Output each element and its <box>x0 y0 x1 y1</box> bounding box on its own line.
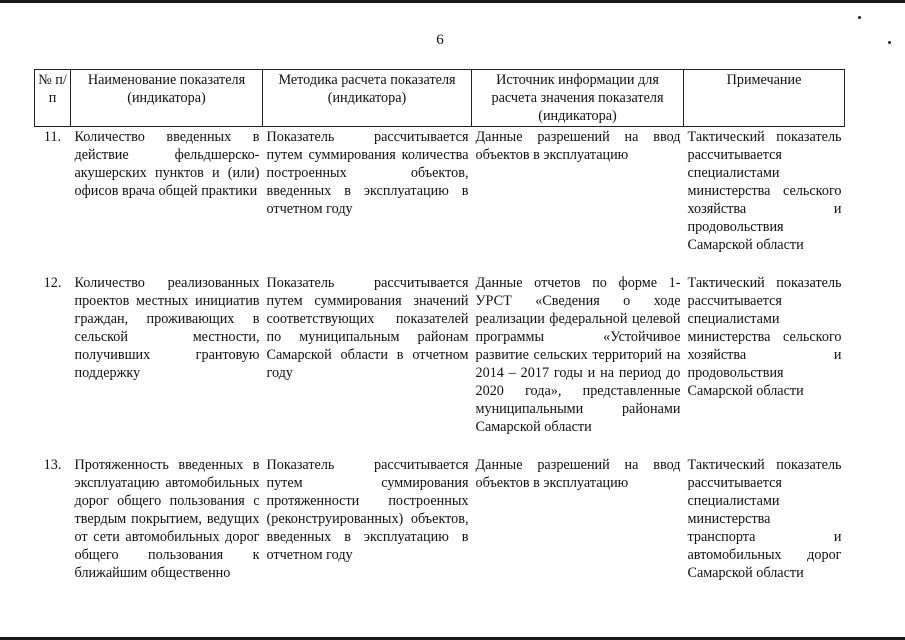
row-number: 11. <box>43 129 62 145</box>
header-note: Примечание <box>684 70 845 127</box>
row-number: 13. <box>43 457 62 473</box>
indicator-name: Количество реализованных проектов местных инициатив граждан, проживающих в сельской местности, получивших грантовую поддержку <box>74 275 260 381</box>
table-row <box>35 456 845 582</box>
note: Тактический показатель рассчитывается специалистами министерства сельского хозяйства и продовольствия Самарской области <box>687 275 842 399</box>
scan-speck <box>888 41 891 44</box>
information-source: Данные разрешений на ввод объектов в эксплуатацию <box>475 129 681 163</box>
calculation-method: Показатель рассчитывается путем суммирования протяженности построенных (реконструированных) объектов, введенных в эксплуатацию в отчетном году <box>266 457 469 563</box>
note: Тактический показатель рассчитывается специалистами министерства сельского хозяйства и продовольствия Самарской области <box>687 129 842 253</box>
calculation-method: Показатель рассчитывается путем суммирования значений соответствующих показателей по муниципальным районам Самарской области в отчетном году <box>266 275 469 381</box>
header-name: Наименование показателя (индикатора) <box>71 70 263 127</box>
page-number: 6 <box>436 32 444 48</box>
indicators-table <box>34 69 845 582</box>
header-method: Методика расчета показателя (индикатора) <box>263 70 472 127</box>
row-number: 12. <box>43 275 62 291</box>
table-header-row <box>35 70 845 127</box>
scan-speck <box>858 16 861 19</box>
header-source: Источник информации для расчета значения показателя (индикатора) <box>472 70 684 127</box>
indicator-name: Количество введенных в действие фельдшерско-акушерских пунктов и (или) офисов врача общей практики <box>74 129 260 199</box>
indicator-name: Протяженность введенных в эксплуатацию автомобильных дорог общего пользования с твердым покрытием, ведущих от сети автомобильных дорог общего пользования к ближайшим общественно <box>74 457 260 581</box>
calculation-method: Показатель рассчитывается путем суммирования количества построенных объектов, введенных в эксплуатацию в отчетном году <box>266 129 469 217</box>
note: Тактический показатель рассчитывается специалистами министерства транспорта и автомобильных дорог Самарской области <box>687 457 842 581</box>
table-row <box>35 127 845 275</box>
table-row <box>35 274 845 456</box>
information-source: Данные отчетов по форме 1-УРСТ «Сведения о ходе реализации федеральной целевой программы «Устойчивое развитие сельских территорий на 2014 – 2017 годы и на период до 2020 года», представленные муниципальными районами Самарской области <box>475 275 681 435</box>
header-num: № п/п <box>35 70 71 127</box>
page-top-border <box>0 0 905 3</box>
information-source: Данные разрешений на ввод объектов в эксплуатацию <box>475 457 681 491</box>
